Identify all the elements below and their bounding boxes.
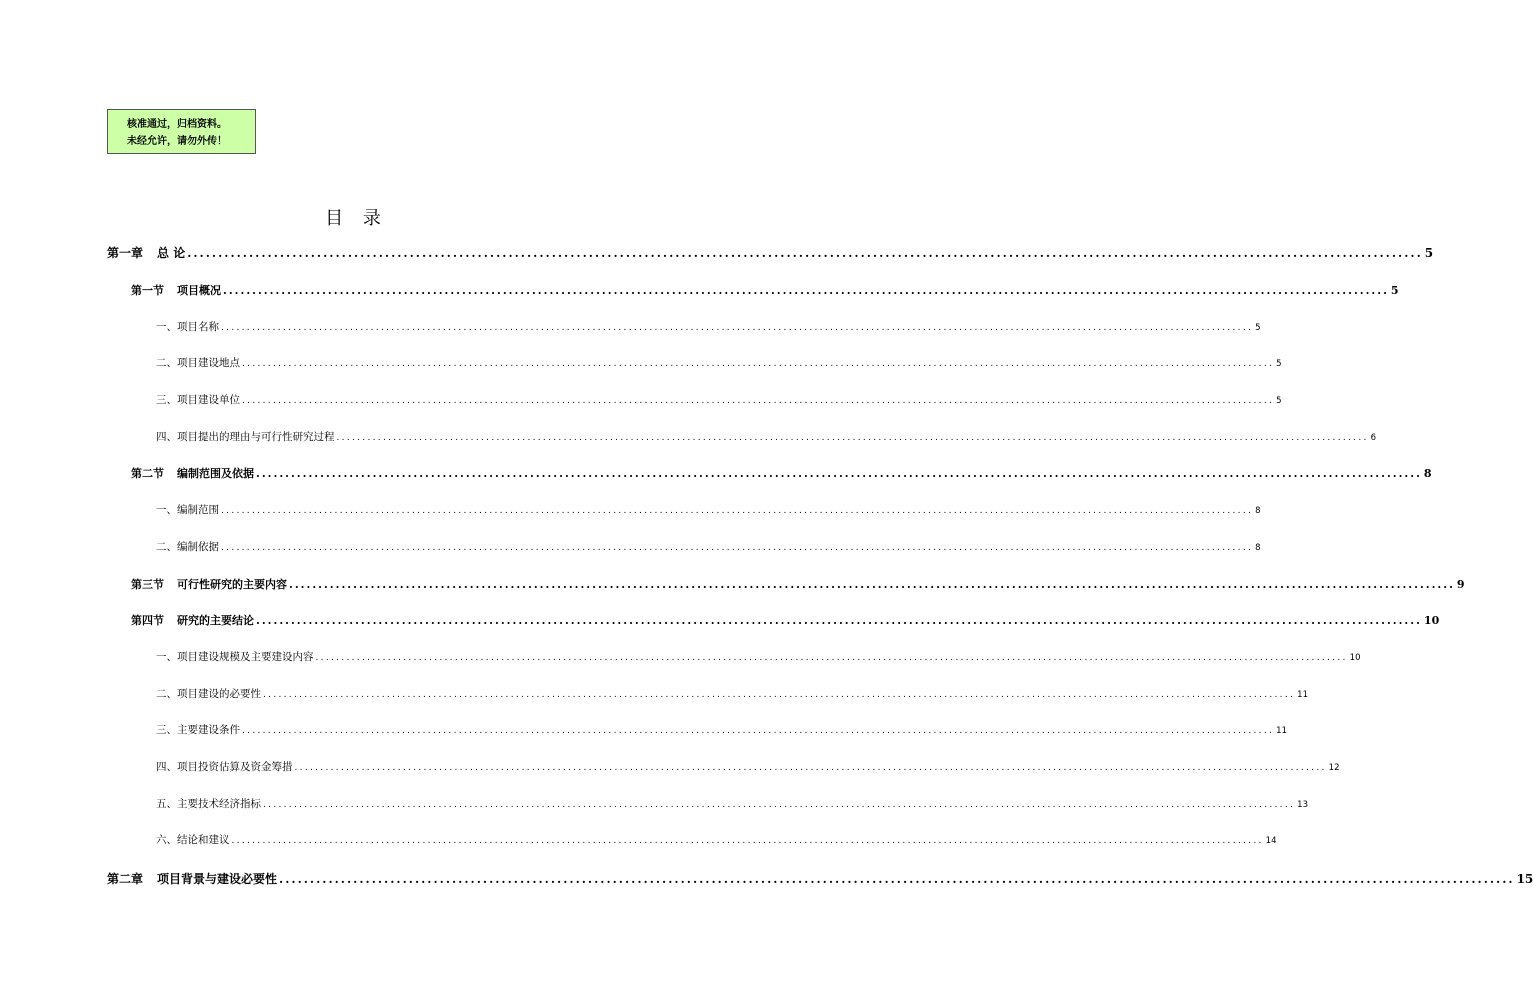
toc-item[interactable] (156, 722, 1287, 737)
toc-entry-label (131, 612, 254, 628)
toc-page-number: 11 (1297, 690, 1308, 700)
dot-leader: ........................................................................................................................................................................................................ (279, 872, 1515, 886)
toc-chapter-2[interactable] (107, 870, 1533, 887)
stamp-line-1: 核准通过，归档资料。 (127, 119, 227, 130)
dot-leader: ........................................................................................................................................................................................................ (231, 836, 1264, 846)
toc-page-number: 5 (1390, 284, 1399, 297)
toc-page-number: 8 (1423, 467, 1432, 480)
toc-entry-text: 编制范围及依据 (177, 467, 254, 480)
toc-entry-number: 第二章 (107, 872, 144, 886)
toc-entry-text: 研究的主要结论 (177, 614, 254, 627)
dot-leader: ........................................................................................................................................................................................................ (221, 543, 1254, 553)
dot-leader: ........................................................................................................................................................................................................ (256, 467, 1422, 480)
dot-leader: ........................................................................................................................................................................................................ (187, 246, 1423, 260)
toc-item[interactable] (156, 832, 1277, 847)
toc-item[interactable] (156, 686, 1308, 701)
toc-page-number: 5 (1255, 323, 1261, 333)
toc-entry-label (107, 870, 277, 887)
dot-leader: ........................................................................................................................................................................................................ (223, 284, 1389, 297)
confidential-stamp-box (107, 109, 256, 154)
toc-page-number: 5 (1276, 359, 1282, 369)
toc-entry-text: 二、项目建设的必要性 (156, 688, 261, 700)
toc-title: 目 录 (325, 208, 388, 229)
toc-entry-text: 项目背景与建设必要性 (157, 872, 278, 886)
dot-leader: ........................................................................................................................................................................................................ (294, 763, 1327, 773)
toc-item[interactable] (156, 649, 1361, 664)
dot-leader: ........................................................................................................................................................................................................ (256, 614, 1422, 627)
toc-entry-text: 三、主要建设条件 (156, 724, 240, 736)
toc-page-number: 5 (1424, 246, 1434, 260)
toc-page-number: 12 (1328, 763, 1340, 773)
dot-leader: ........................................................................................................................................................................................................ (263, 690, 1296, 700)
toc-section-1[interactable] (131, 282, 1399, 298)
dot-leader: ........................................................................................................................................................................................................ (242, 726, 1275, 736)
toc-entry-text: 二、编制依据 (156, 541, 219, 553)
toc-entry-label (131, 282, 221, 298)
toc-entry-number: 第一章 (107, 246, 144, 260)
toc-page-number: 9 (1456, 578, 1465, 591)
dot-leader: ........................................................................................................................................................................................................ (289, 578, 1455, 591)
toc-item[interactable] (156, 796, 1308, 811)
dot-leader: ........................................................................................................................................................................................................ (242, 396, 1275, 406)
toc-page-number: 10 (1349, 653, 1361, 663)
toc-entry-label (131, 576, 287, 592)
toc-page-number: 8 (1255, 506, 1261, 516)
toc-page-number: 6 (1370, 433, 1377, 443)
toc-entry-text: 一、项目建设规模及主要建设内容 (156, 651, 314, 663)
dot-leader: ........................................................................................................................................................................................................ (263, 800, 1296, 810)
stamp-line-2: 未经允许，请勿外传！ (127, 136, 227, 147)
toc-entry-label (107, 244, 185, 261)
toc-section-4[interactable] (131, 612, 1440, 628)
toc-chapter-1[interactable] (107, 244, 1434, 261)
toc-item[interactable] (156, 392, 1282, 407)
dot-leader: ........................................................................................................................................................................................................ (221, 506, 1254, 516)
toc-entry-number: 第一节 (131, 284, 164, 297)
toc-section-3[interactable] (131, 576, 1465, 592)
toc-entry-number: 第三节 (131, 578, 164, 591)
toc-item[interactable] (156, 502, 1261, 517)
toc-entry-text: 可行性研究的主要内容 (177, 578, 287, 591)
toc-entry-text: 五、主要技术经济指标 (156, 798, 261, 810)
toc-item[interactable] (156, 539, 1261, 554)
dot-leader: ........................................................................................................................................................................................................ (336, 433, 1369, 443)
toc-entry-text: 四、项目提出的理由与可行性研究过程 (156, 431, 335, 443)
toc-entry-text: 项目概况 (177, 284, 221, 297)
toc-item[interactable] (156, 319, 1261, 334)
toc-entry-text: 六、结论和建议 (156, 834, 230, 846)
toc-page-number: 5 (1276, 396, 1282, 406)
toc-entry-text: 二、项目建设地点 (156, 357, 240, 369)
toc-page-number: 14 (1265, 836, 1277, 846)
toc-page-number: 11 (1276, 726, 1287, 736)
toc-entry-text: 总 论 (157, 246, 186, 260)
toc-entry-text: 四、项目投资估算及资金筹措 (156, 761, 293, 773)
toc-entry-number: 第四节 (131, 614, 164, 627)
toc-entry-text: 一、项目名称 (156, 321, 219, 333)
dot-leader: ........................................................................................................................................................................................................ (242, 359, 1275, 369)
dot-leader: ........................................................................................................................................................................................................ (315, 653, 1348, 663)
toc-entry-number: 第二节 (131, 467, 164, 480)
toc-item[interactable] (156, 759, 1340, 774)
toc-page-number: 13 (1297, 800, 1308, 810)
toc-entry-label (131, 465, 254, 481)
toc-page-number: 10 (1423, 614, 1440, 627)
toc-entry-text: 三、项目建设单位 (156, 394, 240, 406)
toc-page-number: 8 (1255, 543, 1261, 553)
dot-leader: ........................................................................................................................................................................................................ (221, 323, 1254, 333)
toc-entry-text: 一、编制范围 (156, 504, 219, 516)
toc-section-2[interactable] (131, 465, 1432, 481)
toc-item[interactable] (156, 355, 1282, 370)
toc-page-number: 15 (1516, 872, 1533, 886)
toc-item[interactable] (156, 429, 1377, 444)
